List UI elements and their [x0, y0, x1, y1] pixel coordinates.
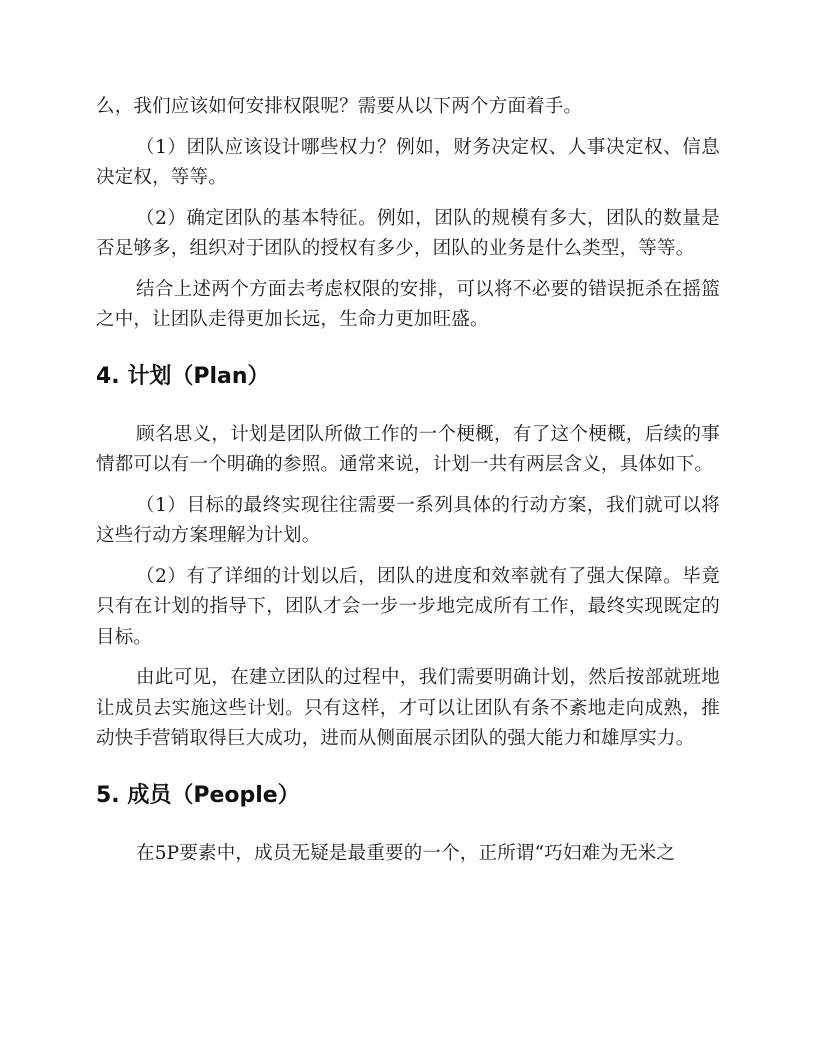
paragraph-item-2: （2）确定团队的基本特征。例如，团队的规模有多大，团队的数量是否足够多，组织对于团队的授权有多少，团队的业务是什么类型，等等。 — [96, 207, 720, 259]
section-heading-people: 5. 成员（People） — [96, 782, 300, 808]
paragraph-people-intro: 在5P要素中，成员无疑是最重要的一个，正所谓“巧妇难为无米之 — [136, 842, 676, 864]
paragraph-item-1: （1）团队应该设计哪些权力？例如，财务决定权、人事决定权、信息决定权，等等。 — [96, 136, 720, 188]
paragraph-plan-summary: 由此可见，在建立团队的过程中，我们需要明确计划，然后按部就班地让成员去实施这些计划。只有这样，才可以让团队有条不紊地走向成熟，推动快手营销取得巨大成功，进而从侧面展示团队的强大能力和雄厚实力。 — [96, 667, 720, 749]
paragraph-summary: 结合上述两个方面去考虑权限的安排，可以将不必要的错误扼杀在摇篮之中，让团队走得更加长远，生命力更加旺盛。 — [96, 278, 720, 330]
paragraph-plan-item-2: （2）有了详细的计划以后，团队的进度和效率就有了强大保障。毕竟只有在计划的指导下，团队才会一步一步地完成所有工作，最终实现既定的目标。 — [96, 565, 720, 648]
section-heading-plan: 4. 计划（Plan） — [96, 363, 270, 389]
paragraph-continuation: 么，我们应该如何安排权限呢？需要从以下两个方面着手。 — [96, 96, 583, 117]
document-page — [96, 92, 720, 879]
paragraph-plan-item-1: （1）目标的最终实现往往需要一系列具体的行动方案，我们就可以将这些行动方案理解为计划。 — [96, 494, 720, 546]
paragraph-plan-intro: 顾名思义，计划是团队所做工作的一个梗概，有了这个梗概，后续的事情都可以有一个明确的参照。通常来说，计划一共有两层含义，具体如下。 — [96, 423, 720, 475]
